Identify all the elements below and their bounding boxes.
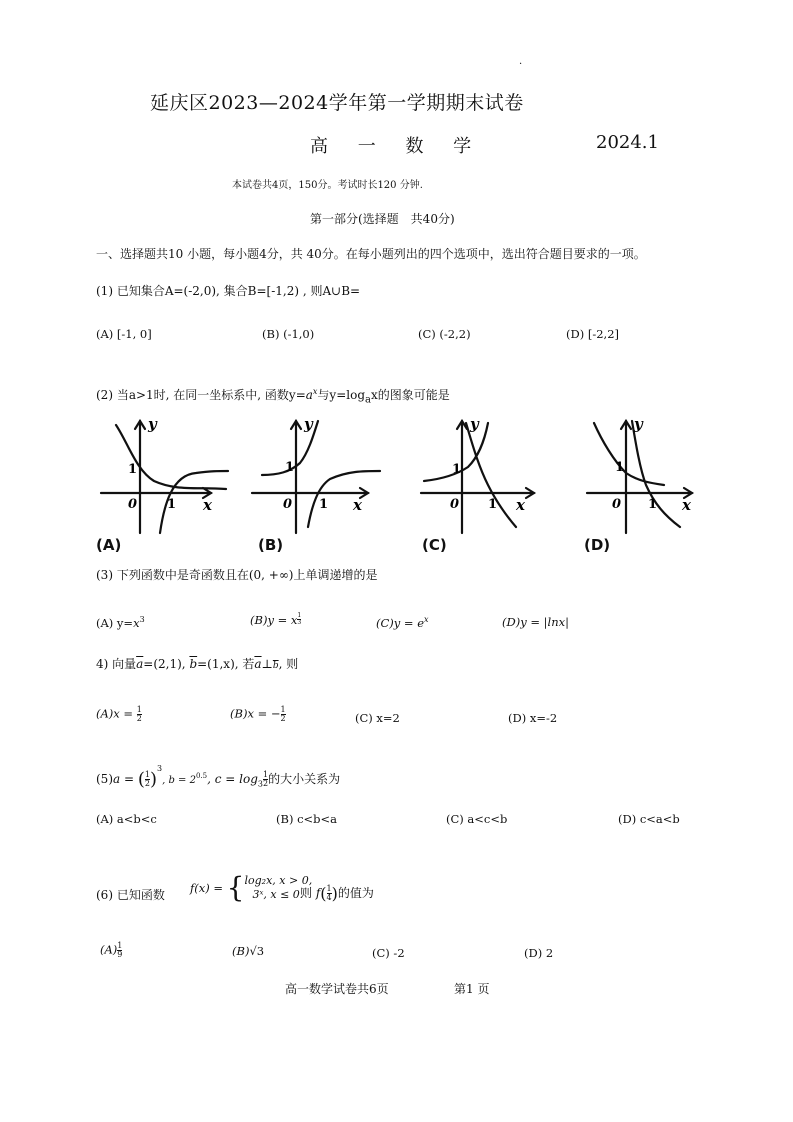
q6-option-b: (B)√3: [232, 944, 265, 958]
graph-a-x-label: x: [203, 496, 212, 514]
q1-option-b: (B) (-1,0): [262, 327, 315, 341]
exam-info: 本试卷共4页，150分。考试时长120 分钟.: [232, 180, 423, 191]
graph-b-origin: 0: [283, 497, 293, 512]
question-2-stem: (2) 当a>1时, 在同一坐标系中, 函数$y=a^x$与$y=\log_ax$的图象可能是: [96, 387, 450, 406]
graph-a-origin: 0: [128, 497, 138, 512]
graph-a-x-one: 1: [167, 497, 177, 512]
graph-c-caption: (C): [422, 536, 447, 554]
question-1-stem: (1) 已知集合A=(-2,0), 集合B=[-1,2) , 则A∪B=: [96, 284, 361, 298]
q1-option-c: (C) (-2,2): [418, 327, 471, 341]
graph-b-y-label: y: [304, 415, 313, 433]
q1-option-a: (A) [-1, 0]: [96, 327, 152, 341]
graph-d-caption: (D): [584, 536, 611, 554]
graph-a: [96, 415, 236, 535]
q1-option-d: (D) [-2,2]: [566, 327, 619, 341]
q5-option-c: (C) a<c<b: [446, 812, 508, 826]
graph-c-origin: 0: [450, 497, 460, 512]
graph-b-x-label: x: [353, 496, 362, 514]
q4-option-d: (D) x=-2: [508, 711, 558, 725]
graph-a-y-one: 1: [128, 462, 138, 477]
instructions: 一、选择题共10 小题，每小题4分，共 40分。在每小题列出的四个选项中，选出符合题目要求的一项。: [96, 247, 646, 261]
graph-a-caption: (A): [96, 536, 122, 554]
q6-option-d: (D) 2: [524, 946, 554, 960]
q6-option-c: (C) -2: [372, 946, 405, 960]
graph-d-origin: 0: [612, 497, 622, 512]
q3-option-b: (B)y = x $\frac{1}{3}$: [250, 612, 302, 627]
footer-page-number: 第1 页: [454, 982, 490, 996]
q6-option-a: (A) $\frac{1}{9}$: [100, 941, 123, 959]
question-6-label: (6) 已知函数: [96, 888, 165, 902]
exam-title: 延庆区2023—2024学年第一学期期末试卷: [150, 92, 524, 114]
graph-d-y-label: y: [634, 415, 643, 433]
graph-d: [582, 415, 722, 535]
q5-option-a: (A) a<b<c: [96, 812, 157, 826]
graph-a-y-label: y: [148, 415, 157, 433]
question-5-stem: (5)a = ( $\frac{1}{2}$ )$^3$, $b = 2^{0.5}$, $c = \log_3$ $\frac{1}{2}$ 的大小关系为: [96, 764, 341, 790]
graph-c-x-label: x: [516, 496, 525, 514]
part-heading: 第一部分(选择题 共40分): [310, 212, 455, 226]
corner-dot: .: [519, 56, 523, 67]
graph-d-y-one: 1: [615, 460, 625, 475]
graph-d-x-one: 1: [648, 497, 658, 512]
graph-b-x-one: 1: [319, 497, 329, 512]
graph-b: [248, 415, 388, 535]
q3-option-d: (D)y = |lnx|: [502, 615, 569, 629]
graph-c-x-one: 1: [488, 497, 498, 512]
subject-title: 高 一 数 学: [310, 136, 484, 157]
q5-option-d: (D) c<a<b: [618, 812, 680, 826]
question-4-stem: 4) 向量$\overline{a}=(2,1)$, $\overline{b}=(1,x)$, 若$\overline{a}\perp\overline{b}$, 则: [96, 657, 299, 671]
graph-c-y-one: 1: [452, 462, 462, 477]
graph-d-x-label: x: [682, 496, 691, 514]
graph-c: [416, 415, 556, 535]
q5-option-b: (B) c<b<a: [276, 812, 338, 826]
question-6-function: f(x) = { log₂x, x > 0, 3ˣ, x ≤ 0.: [190, 871, 313, 904]
q4-option-a: (A)x = $\frac{1}{2}$: [96, 705, 142, 723]
question-3-stem: (3) 下列函数中是奇函数且在(0, +∞)上单调递增的是: [96, 568, 378, 582]
graph-b-caption: (B): [258, 536, 284, 554]
q3-option-a: (A) $y=x^3$: [96, 615, 145, 630]
q4-option-c: (C) x=2: [355, 711, 400, 725]
graph-b-y-one: 1: [285, 460, 295, 475]
footer-total-pages: 高一数学试卷共6页: [285, 982, 389, 996]
q3-option-c: $(C)y = e^x$: [376, 615, 429, 630]
question-6-query: 则 f( $\frac{1}{4}$ )的值为: [300, 884, 374, 903]
exam-date: 2024.1: [596, 132, 659, 153]
q4-option-b: (B)x = − $\frac{1}{2}$: [230, 705, 286, 723]
graph-c-y-label: y: [470, 415, 479, 433]
